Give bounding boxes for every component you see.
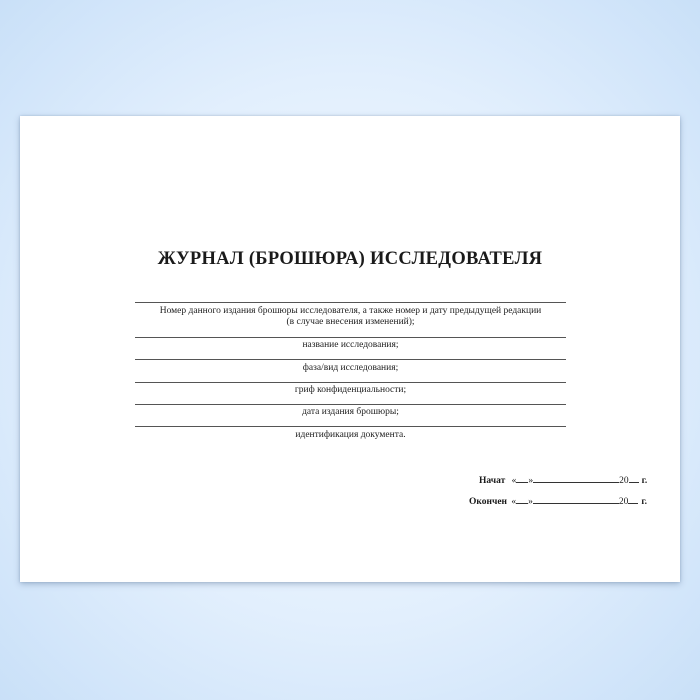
started-year-blank[interactable] bbox=[629, 474, 639, 483]
field-line-study-name[interactable] bbox=[135, 337, 566, 338]
ended-date-line bbox=[469, 495, 647, 507]
started-year-suffix: г. bbox=[641, 476, 648, 486]
document-title: ЖУРНАЛ (БРОШЮРА) ИССЛЕДОВАТЕЛЯ bbox=[157, 249, 543, 269]
ended-close-quote: » bbox=[528, 497, 533, 507]
ended-label: Окончен bbox=[469, 497, 508, 507]
field-label-study-phase: фаза/вид исследования; bbox=[302, 363, 399, 373]
started-open-quote: « bbox=[511, 476, 517, 486]
field-line-edition-number[interactable] bbox=[135, 302, 566, 303]
field-label-edition-number-line2: (в случае внесения изменений); bbox=[286, 317, 415, 327]
field-line-confidentiality[interactable] bbox=[135, 382, 566, 383]
field-label-issue-date: дата издания брошюры; bbox=[302, 407, 399, 417]
field-line-document-id[interactable] bbox=[135, 426, 566, 427]
ended-year-prefix: 20 bbox=[618, 497, 629, 507]
field-label-edition-number-line1: Номер данного издания брошюры исследователя, а также номер и дату предыдущей редакции bbox=[159, 306, 542, 316]
started-date-line bbox=[479, 474, 647, 486]
field-line-issue-date[interactable] bbox=[135, 404, 566, 405]
ended-year-blank[interactable] bbox=[628, 495, 638, 504]
ended-open-quote: « bbox=[511, 497, 517, 507]
field-label-edition-number bbox=[135, 306, 566, 328]
started-month-blank[interactable] bbox=[533, 474, 619, 483]
field-label-document-id: идентификация документа. bbox=[295, 430, 406, 440]
started-close-quote: » bbox=[528, 476, 534, 486]
started-year-prefix: 20 bbox=[619, 476, 629, 486]
field-label-confidentiality: гриф конфиденциальности; bbox=[294, 385, 407, 395]
started-label: Начат bbox=[479, 476, 506, 486]
started-day-blank[interactable] bbox=[516, 474, 528, 483]
field-label-study-name: название исследования; bbox=[302, 340, 399, 350]
field-line-study-phase[interactable] bbox=[135, 359, 566, 360]
document-page bbox=[20, 116, 680, 582]
ended-month-blank[interactable] bbox=[533, 495, 619, 504]
ended-day-blank[interactable] bbox=[516, 495, 528, 504]
ended-year-suffix: г. bbox=[641, 497, 648, 507]
